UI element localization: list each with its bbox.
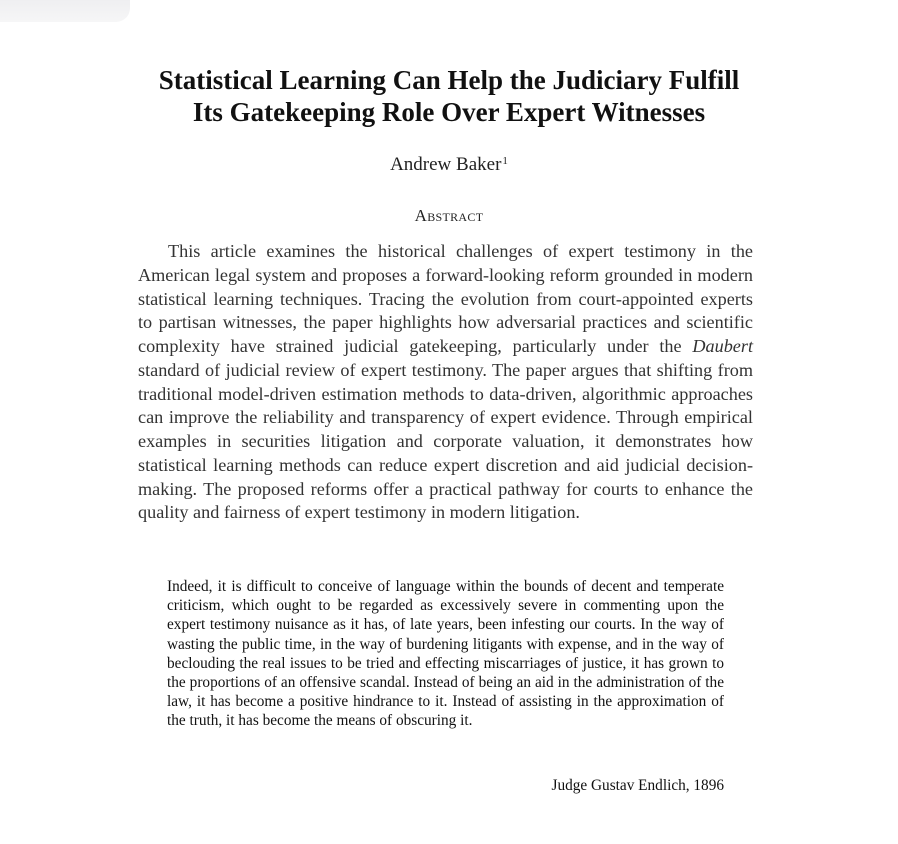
- author-footnote-marker[interactable]: 1: [502, 155, 508, 167]
- abstract-heading: Abstract: [414, 206, 484, 225]
- abstract-body: [138, 240, 753, 525]
- epigraph-attribution: Judge Gustav Endlich, 1896: [551, 777, 724, 794]
- paper-title: [0, 64, 898, 128]
- abstract-text-part1: This article examines the historical challenges of expert testimony in the American legal system and proposes a forward-looking reform grounded in modern statistical learning techniques. Tracing the evolution from court-appointed experts to partisan witnesses, the paper highlights how adversarial practices and scientific complexity have strained judicial gatekeeping, particularly under the: [138, 241, 753, 356]
- author-line: [0, 154, 898, 176]
- title-line-1: Statistical Learning Can Help the Judiciary Fulfill: [158, 65, 740, 95]
- abstract-text-part2: standard of judicial review of expert testimony. The paper argues that shifting from traditional model-driven estimation methods to data-driven, algorithmic approaches can improve the reliability and transparency of expert evidence. Through empirical examples in securities litigation and corporate valuation, it demonstrates how statistical learning methods can reduce expert discretion and aid judicial decision-making. The proposed reforms offer a practical pathway for courts to enhance the quality and fairness of expert testimony in modern litigation.: [138, 359, 753, 523]
- author-name: Andrew Baker: [390, 154, 502, 175]
- title-line-2: Its Gatekeeping Role Over Expert Witnesses: [192, 97, 706, 127]
- abstract-italic-term: Daubert: [692, 336, 753, 356]
- epigraph-quote: Indeed, it is difficult to conceive of language within the bounds of decent and temperate criticism, which ought to be regarded as excessively severe in commenting upon the expert testimony nuisance as it has, of late years, been infesting our courts. In the way of wasting the public time, in the way of burdening litigants with expense, and in the way of beclouding the real issues to be tried and effecting miscarriages of justice, it has grown to the proportions of an offensive scandal. Instead of being an aid in the administration of the law, it has become a positive hindrance to it. Instead of assisting in the approximation of the truth, it has become the means of obscuring it.: [167, 578, 724, 730]
